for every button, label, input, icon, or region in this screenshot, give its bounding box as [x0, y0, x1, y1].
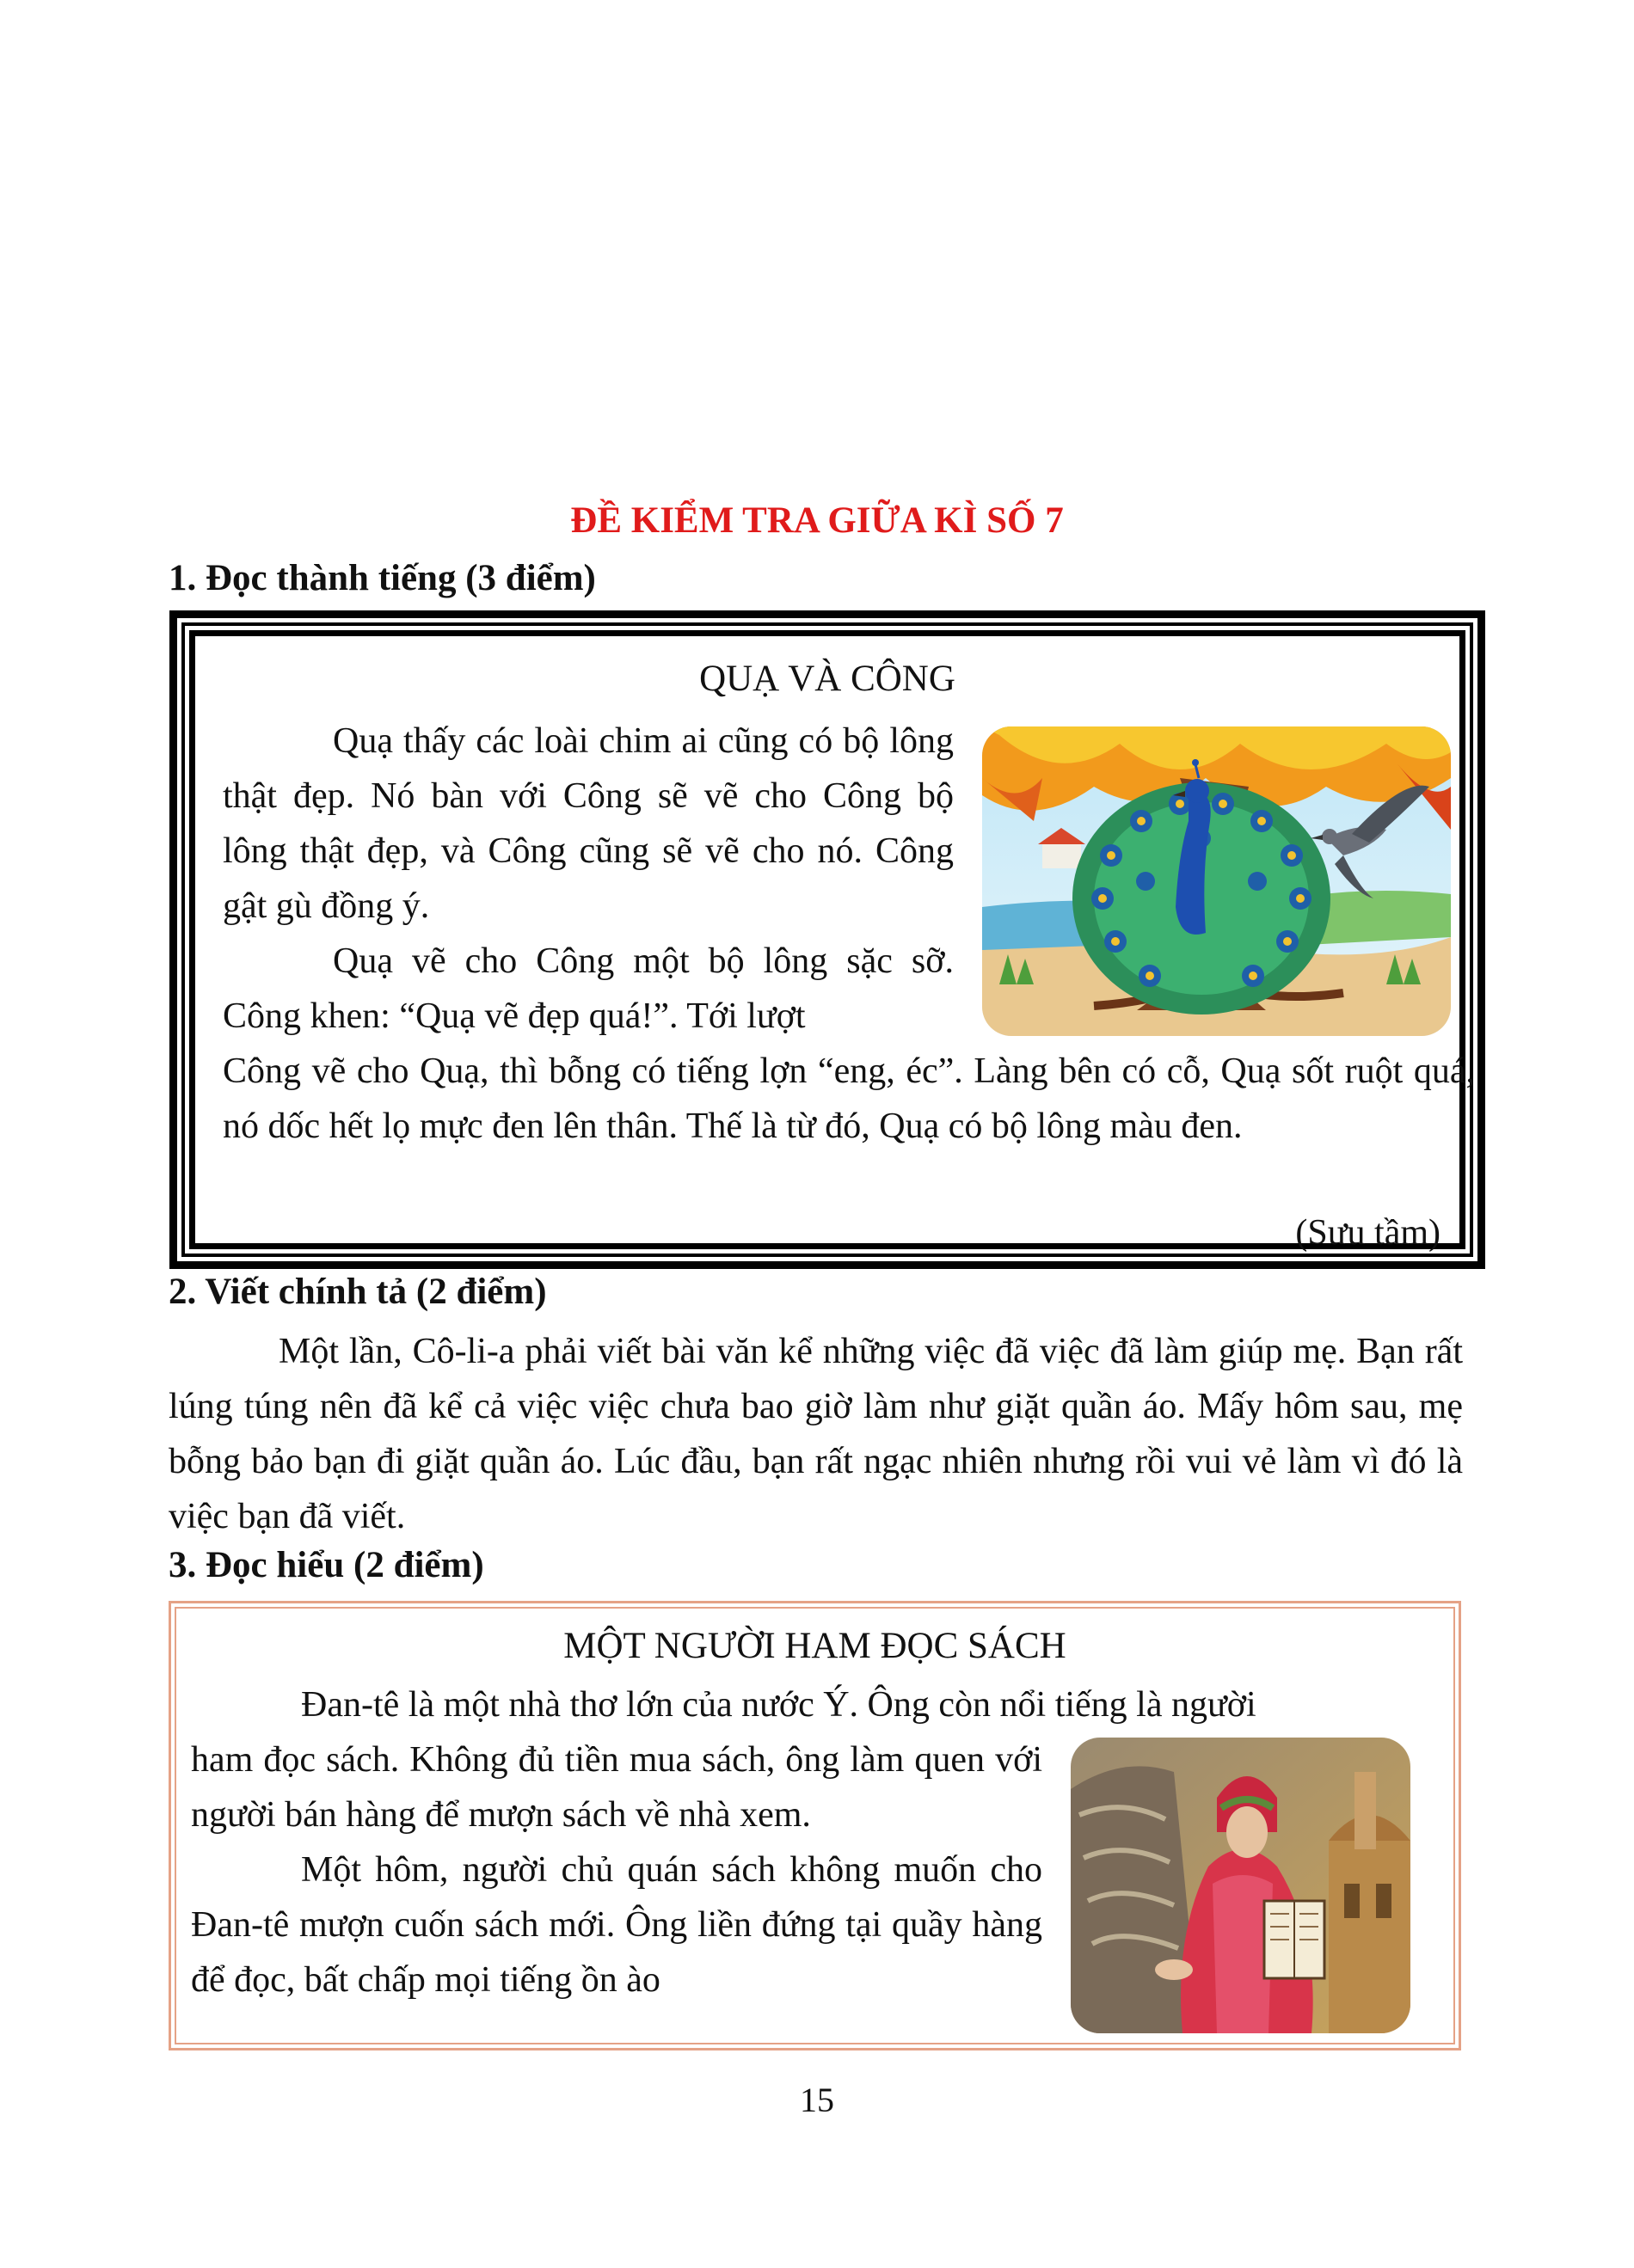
story1-frame [169, 610, 1485, 1269]
story1-title: QUẠ VÀ CÔNG [699, 659, 955, 699]
dante-portrait-painting [1071, 1738, 1410, 2033]
section3-heading: 3. Đọc hiểu (2 điểm) [169, 1545, 484, 1585]
story1-paragraph-2-start: Quạ vẽ cho Công một bộ lông sặc sỡ. Công khen: “Quạ vẽ đẹp quá!”. Tới lượt [223, 941, 954, 1036]
section2-heading: 2. Viết chính tả (2 điểm) [169, 1272, 547, 1312]
section1-heading: 1. Đọc thành tiếng (3 điểm) [169, 558, 596, 598]
story1-paragraph-1: Quạ thấy các loài chim ai cũng có bộ lông thật đẹp. Nó bàn với Công sẽ vẽ cho Công bộ lông thật đẹp, và Công cũng sẽ vẽ cho nó. Công gật gù đồng ý. [223, 721, 954, 926]
peacock-crow-illustration [982, 726, 1451, 1036]
story2-text-wrapped [191, 1732, 1042, 2007]
story1-paragraph-2-rest: Công vẽ cho Quạ, thì bỗng có tiếng lợn “eng, éc”. Làng bên có cỗ, Quạ sốt ruột quá, nó dốc hết lọ mực đen lên thân. Thế là từ đó, Quạ có bộ lông màu đen. [223, 1051, 1475, 1146]
dictation-paragraph: Một lần, Cô-li-a phải viết bài văn kể những việc đã việc đã làm giúp mẹ. Bạn rất lúng túng nên đã kể cả việc việc chưa bao giờ làm như giặt quần áo. Mấy hôm sau, mẹ bỗng bảo bạn đi giặt quần áo. Lúc đầu, bạn rất ngạc nhiên nhưng rồi vui vẻ làm vì đó là việc bạn đã viết. [169, 1332, 1463, 1536]
document-title: ĐỀ KIỂM TRA GIỮA KÌ SỐ 7 [570, 500, 1064, 541]
story2-title: MỘT NGƯỜI HAM ĐỌC SÁCH [563, 1626, 1066, 1666]
story2-paragraph-1-start: Đan-tê là một nhà thơ lớn của nước Ý. Ông còn nổi tiếng là người [301, 1685, 1256, 1725]
story2-frame [169, 1601, 1461, 2050]
story1-source: (Sưu tầm) [1295, 1213, 1440, 1253]
story2-paragraph-1-rest: ham đọc sách. Không đủ tiền mua sách, ông làm quen với người bán hàng để mượn sách về nhà xem. [191, 1740, 1042, 1835]
story1-text-wrapped [223, 714, 954, 1044]
story2-paragraph-2: Một hôm, người chủ quán sách không muốn cho Đan-tê mượn cuốn sách mới. Ông liền đứng tại quầy hàng để đọc, bất chấp mọi tiếng ồn ào [191, 1850, 1042, 2000]
page-number: 15 [800, 2081, 834, 2119]
story1-text-full [223, 1044, 1475, 1154]
